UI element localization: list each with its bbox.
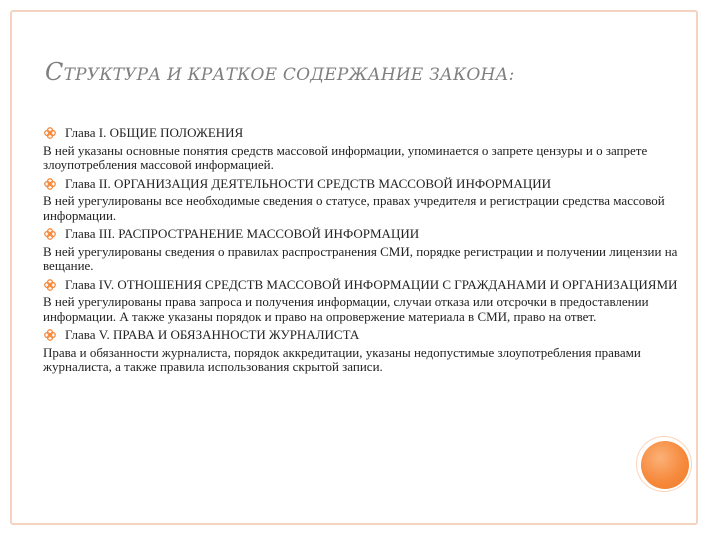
bullet-icon: [44, 127, 56, 139]
chapter-heading: [43, 278, 683, 293]
chapter-heading: [43, 328, 683, 343]
content-body: [43, 126, 683, 379]
chapter-section: [43, 227, 683, 274]
chapter-heading: [43, 227, 683, 242]
chapter-number: Глава V.: [65, 327, 113, 342]
chapter-description: В ней урегулированы права запроса и получения информации, случаи отказа или отсрочки в предоставлении информации. А также указаны порядок и право на опровержение материала в СМИ, право на ответ.: [43, 294, 649, 324]
bullet-icon: [44, 178, 56, 190]
chapter-title: ОРГАНИЗАЦИЯ ДЕЯТЕЛЬНОСТИ СРЕДСТВ МАССОВОЙ ИНФОРМАЦИИ: [113, 175, 551, 191]
chapter-heading: [43, 126, 683, 141]
chapter-heading: [43, 177, 683, 192]
title-rest: ТРУКТУРА И КРАТКОЕ СОДЕРЖАНИЕ ЗАКОНА:: [63, 65, 515, 85]
chapter-description: Права и обязанности журналиста, порядок аккредитации, указаны недопустимые злоупотребления правами журналиста, а также правила использования скрытой записи.: [43, 344, 641, 374]
decorative-orange-circle: [641, 441, 689, 489]
chapter-title: РАСПРОСТРАНЕНИЕ МАССОВОЙ ИНФОРМАЦИИ: [118, 226, 420, 241]
slide-title: [45, 50, 685, 88]
chapter-description: В ней указаны основные понятия средств массовой информации, упоминается о запрете цензуры и о запрете злоупотребления массовой информацией.: [43, 142, 648, 172]
bullet-icon: [44, 228, 56, 240]
chapter-section: [43, 278, 683, 325]
chapter-section: [43, 177, 683, 224]
chapter-title: ОТНОШЕНИЯ СРЕДСТВ МАССОВОЙ ИНФОРМАЦИИ С ГРАЖДАНАМИ И ОРГАНИЗАЦИЯМИ: [117, 276, 678, 292]
title-first-letter: С: [45, 58, 64, 86]
chapter-section: [43, 126, 683, 173]
chapter-section: [43, 328, 683, 375]
chapter-number: Глава II.: [65, 175, 114, 191]
chapter-title: ОБЩИЕ ПОЛОЖЕНИЯ: [109, 125, 244, 140]
chapter-description: В ней урегулированы сведения о правилах распространения СМИ, порядке регистрации и получении лицензии на вещание.: [43, 243, 678, 273]
bullet-icon: [44, 329, 56, 341]
bullet-icon: [44, 279, 56, 291]
chapter-number: Глава III.: [65, 226, 119, 241]
chapter-number: Глава I.: [65, 125, 110, 140]
chapter-title: ПРАВА И ОБЯЗАННОСТИ ЖУРНАЛИСТА: [113, 327, 360, 342]
chapter-description: В ней урегулированы все необходимые сведения о статусе, правах учредителя и регистрации средства массовой информации.: [43, 193, 665, 223]
chapter-number: Глава IV.: [65, 276, 118, 292]
